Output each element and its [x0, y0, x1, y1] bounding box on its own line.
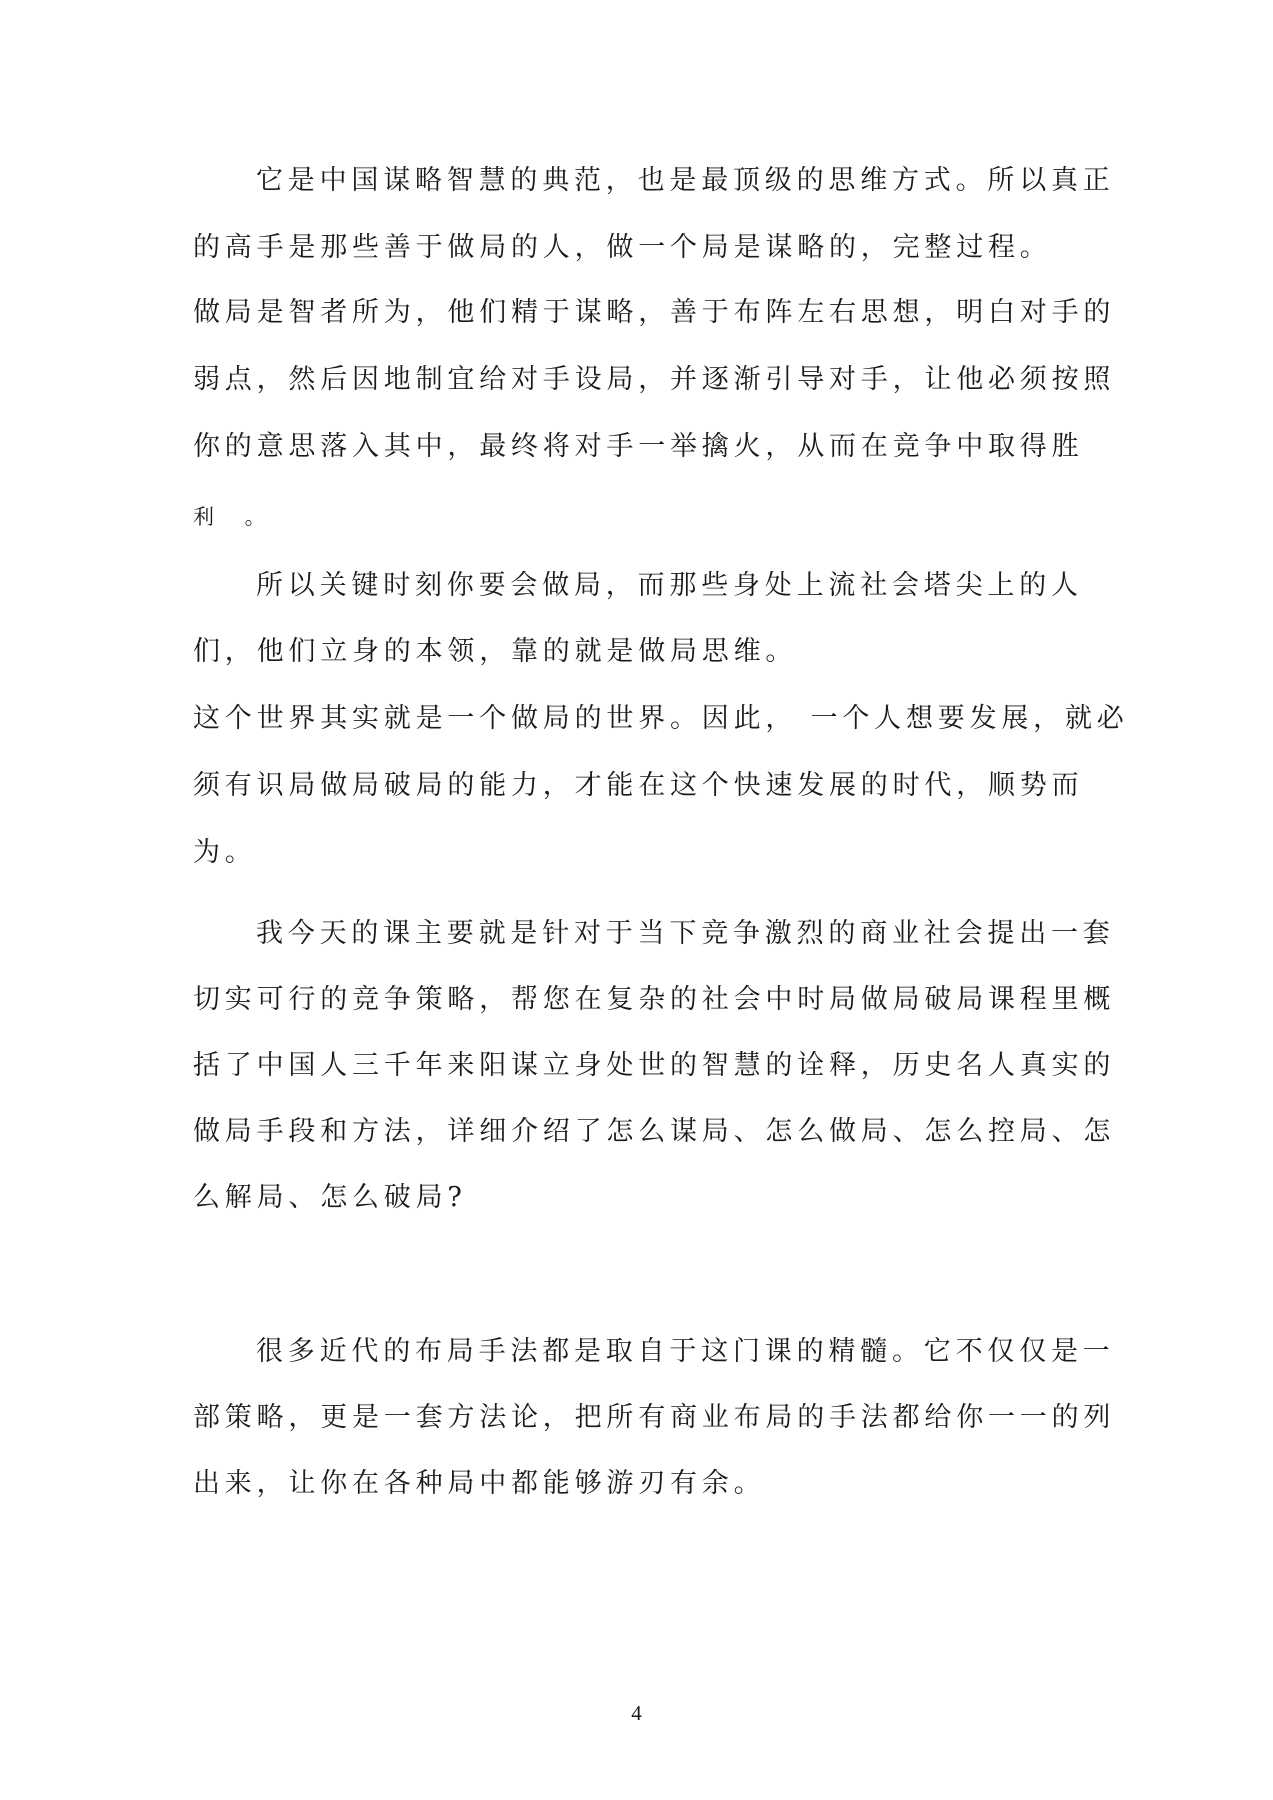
- paragraph-1-line-1: 它是中国谋略智慧的典范，也是最顶级的思维方式。所以真正: [256, 165, 1115, 196]
- paragraph-3-line-2: 们，他们立身的本领，靠的就是做局思维。: [193, 636, 798, 667]
- paragraph-2-line-1: 做局是智者所为，他们精于谋略，善于布阵左右思想，明白对手的: [193, 297, 1116, 328]
- paragraph-5-line-2: 切实可行的竞争策略，帮您在复杂的社会中时局做局破局课程里概: [193, 984, 1116, 1015]
- paragraph-6-line-3: 出来，让你在各种局中都能够游刃有余。: [193, 1468, 766, 1499]
- paragraph-5-line-1: 我今天的课主要就是针对于当下竞争激烈的商业社会提出一套: [256, 918, 1115, 949]
- paragraph-3-line-1: 所以关键时刻你要会做局，而那些身处上流社会塔尖上的人: [256, 570, 1083, 601]
- paragraph-4-line-3: 为。: [193, 837, 257, 868]
- paragraph-6-line-1: 很多近代的布局手法都是取自于这门课的精髓。它不仅仅是一: [256, 1336, 1115, 1367]
- paragraph-5-line-5: 么解局、怎么破局?: [193, 1182, 467, 1213]
- paragraph-1-line-2: 的高手是那些善于做局的人，做一个局是谋略的，完整过程。: [193, 232, 1052, 263]
- paragraph-5-line-3: 括了中国人三千年来阳谋立身处世的智慧的诠释，历史名人真实的: [193, 1050, 1116, 1081]
- page-number: 4: [631, 1701, 642, 1725]
- paragraph-4-line-2: 须有识局做局破局的能力，才能在这个快速发展的时代，顺势而: [193, 770, 1084, 801]
- paragraph-2-line-4: 利 。: [193, 505, 278, 529]
- paragraph-2-line-2: 弱点，然后因地制宜给对手设局，并逐渐引导对手，让他必须按照: [193, 364, 1116, 395]
- paragraph-4-line-1: 这个世界其实就是一个做局的世界。因此， 一个人想要发展，就必: [193, 703, 1129, 734]
- paragraph-6-line-2: 部策略，更是一套方法论，把所有商业布局的手法都给你一一的列: [193, 1402, 1116, 1433]
- paragraph-5-line-4: 做局手段和方法，详细介绍了怎么谋局、怎么做局、怎么控局、怎: [193, 1116, 1116, 1147]
- paragraph-2-line-3: 你的意思落入其中，最终将对手一举擒火，从而在竞争中取得胜: [193, 431, 1084, 462]
